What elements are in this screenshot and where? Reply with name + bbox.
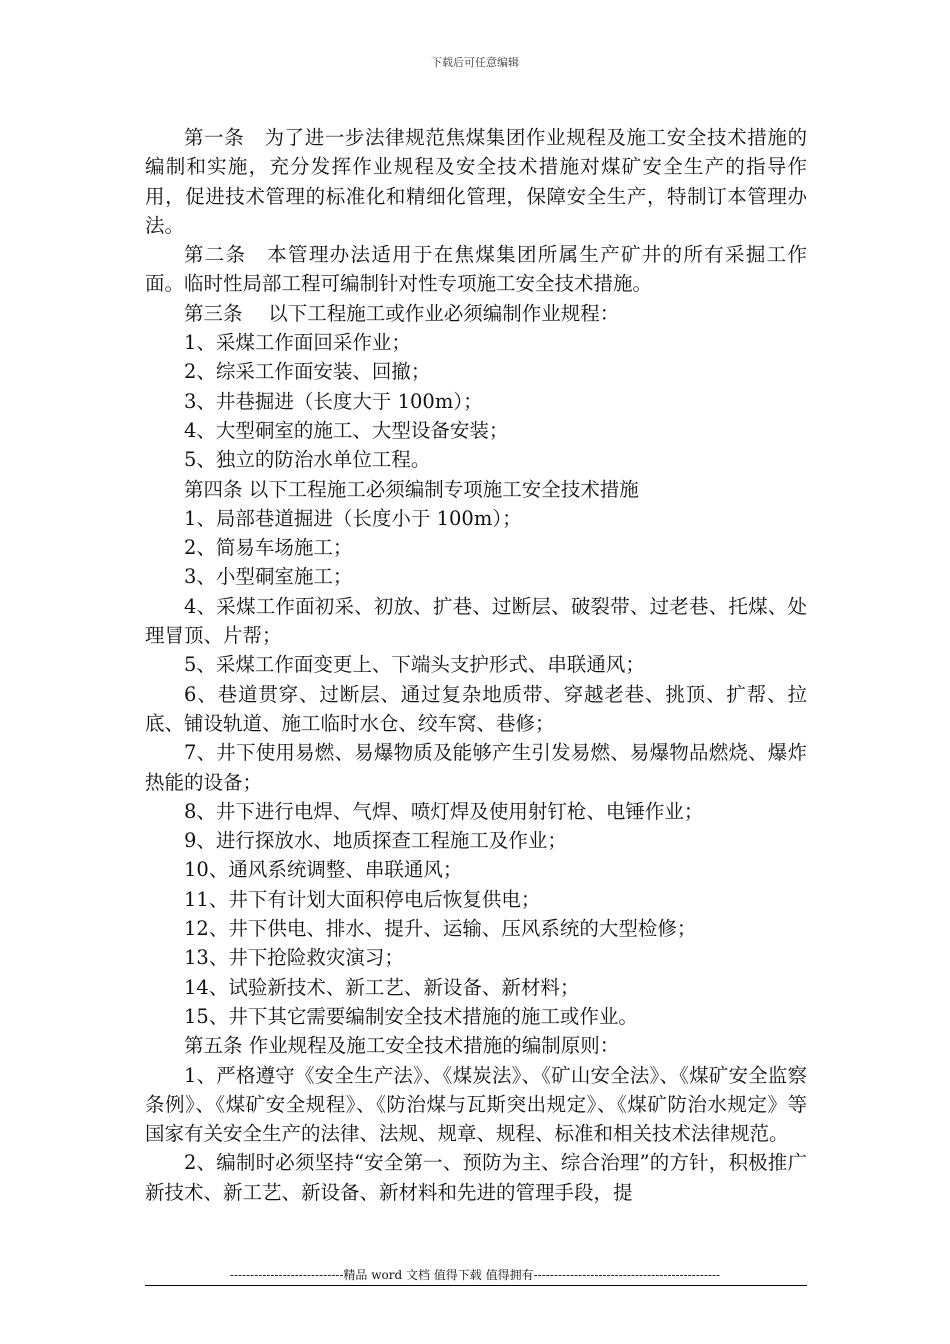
article-4-item-11: 11、井下有计划大面积停电后恢复供电； (184, 887, 541, 911)
article-4-item-3: 3、小型硐室施工； (184, 565, 353, 589)
article-4-item-9: 9、进行探放水、地质探查工程施工及作业； (184, 829, 567, 853)
article-3-item-1: 1、采煤工作面回采作业； (184, 331, 411, 355)
document-body (145, 123, 807, 1207)
article-4-item-5: 5、采煤工作面变更上、下端头支护形式、串联通风； (184, 653, 645, 677)
article-4-item-1: 1、局部巷道掘进（长度小于 100m）； (184, 506, 522, 530)
article-4-item-4: 4、采煤工作面初采、初放、扩巷、过断层、破裂带、过老巷、托煤、处理冒顶、片帮； (145, 594, 807, 648)
article-5-item-2: 2、编制时必须坚持“安全第一、预防为主、综合治理”的方针，积极推广新技术、新工艺、新设备、新材料和先进的管理手段，提 (145, 1151, 807, 1204)
article-1: 第一条 为了进一步法律规范焦煤集团作业规程及施工安全技术措施的编制和实施，充分发挥作业规程及安全技术措施对煤矿安全生产的指导作用，促进技术管理的标准化和精细化管理，保障安全生产，特制订本管理办法。 (145, 126, 807, 237)
article-3-item-4: 4、大型硐室的施工、大型设备安装； (184, 418, 509, 442)
article-4-item-7: 7、井下使用易燃、易爆物质及能够产生引发易燃、易爆物品燃烧、爆炸热能的设备； (145, 741, 807, 794)
footer-rule (145, 1285, 807, 1286)
article-3: 第三条 以下工程施工或作业必须编制作业规程： (184, 301, 620, 325)
page-footer: ----------------------------精品 word 文档 值得下载 值得拥有---------------------------------------------- (229, 1268, 721, 1282)
article-4-item-6: 6、巷道贯穿、过断层、通过复杂地质带、穿越老巷、挑顶、扩帮、拉底、铺设轨道、施工临时水仓、绞车窝、巷修； (145, 682, 807, 735)
article-4: 第四条 以下工程施工必须编制专项施工安全技术措施 (184, 477, 639, 501)
article-2: 第二条 本管理办法适用于在焦煤集团所属生产矿井的所有采掘工作面。临时性局部工程可编制针对性专项施工安全技术措施。 (145, 243, 807, 296)
article-5: 第五条 作业规程及施工安全技术措施的编制原则： (184, 1034, 620, 1058)
article-5-item-1: 1、严格遵守《安全生产法》、《煤炭法》、《矿山安全法》、《煤矿安全监察条例》、《煤矿安全规程》、《防治煤与瓦斯突出规定》、《煤矿防治水规定》等国家有关安全生产的法律、法规、规章、规程、标准和相关技术法律规范。 (145, 1063, 807, 1146)
article-3-item-2: 2、综采工作面安装、回撤； (184, 360, 431, 384)
article-4-item-2: 2、简易车场施工； (184, 536, 353, 560)
article-4-item-15: 15、井下其它需要编制安全技术措施的施工或作业。 (184, 1004, 638, 1028)
article-4-item-12: 12、井下供电、排水、提升、运输、压风系统的大型检修； (184, 917, 697, 941)
article-3-item-5: 5、独立的防治水单位工程。 (184, 448, 431, 472)
article-4-item-10: 10、通风系统调整、串联通风； (184, 858, 463, 882)
article-4-item-13: 13、井下抢险救灾演习； (184, 946, 404, 970)
article-3-item-3: 3、井巷掘进（长度大于 100m）； (184, 389, 483, 413)
page-header: 下载后可任意编辑 (431, 56, 519, 69)
article-4-item-14: 14、试验新技术、新工艺、新设备、新材料； (184, 975, 580, 999)
article-4-item-8: 8、井下进行电焊、气焊、喷灯焊及使用射钉枪、电锤作业； (184, 799, 704, 823)
